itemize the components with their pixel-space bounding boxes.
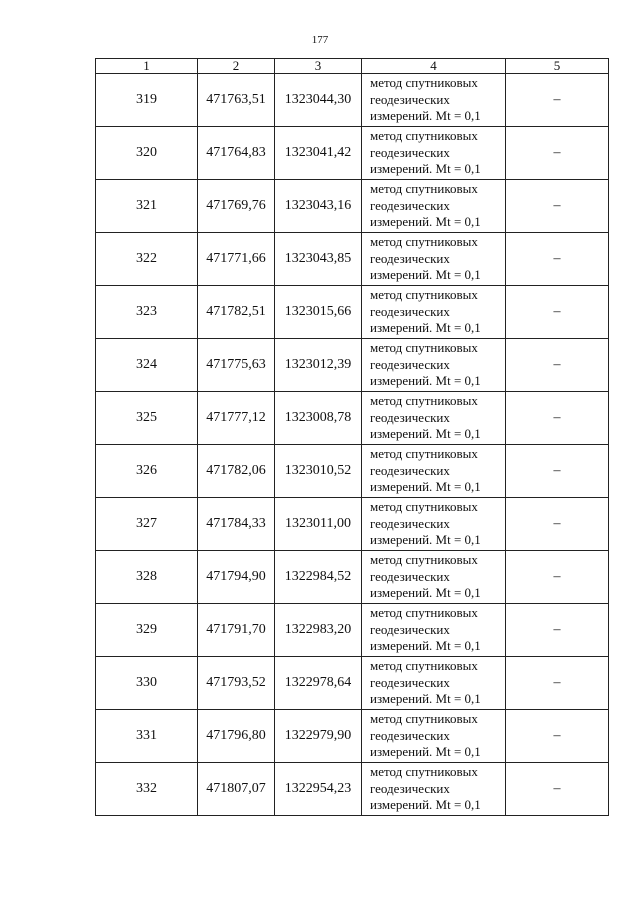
y-coordinate-cell: 1323010,52 [275,445,362,498]
header-row [96,59,609,74]
y-coordinate-cell: 1322983,20 [275,604,362,657]
method-cell [362,710,506,763]
method-cell [362,604,506,657]
point-number-cell: 327 [96,498,198,551]
method-line: измерений. Mt = 0,1 [370,161,481,177]
method-line: метод спутниковых [370,499,478,515]
x-coordinate-cell: 471777,12 [198,392,275,445]
table-row [96,498,609,551]
note-cell: – [506,74,609,127]
x-coordinate-cell: 471782,51 [198,286,275,339]
method-cell [362,551,506,604]
method-line: измерений. Mt = 0,1 [370,691,481,707]
method-line: геодезических [370,462,450,478]
table-row [96,604,609,657]
table-row [96,180,609,233]
table-row [96,286,609,339]
table-row [96,127,609,180]
method-cell [362,657,506,710]
coordinates-table [95,58,609,816]
method-line: геодезических [370,409,450,425]
note-cell: – [506,498,609,551]
y-coordinate-cell: 1323008,78 [275,392,362,445]
method-line: метод спутниковых [370,446,478,462]
method-line: геодезических [370,621,450,637]
x-coordinate-cell: 471775,63 [198,339,275,392]
y-coordinate-cell: 1322954,23 [275,763,362,816]
method-line: геодезических [370,197,450,213]
y-coordinate-cell: 1323041,42 [275,127,362,180]
table-row [96,445,609,498]
method-line: геодезических [370,356,450,372]
table-row [96,763,609,816]
table-row [96,710,609,763]
table-row [96,233,609,286]
method-line: геодезических [370,144,450,160]
method-line: геодезических [370,727,450,743]
x-coordinate-cell: 471784,33 [198,498,275,551]
header-col-3: 3 [275,59,362,74]
x-coordinate-cell: 471769,76 [198,180,275,233]
method-line: измерений. Mt = 0,1 [370,214,481,230]
method-cell [362,127,506,180]
method-line: метод спутниковых [370,340,478,356]
method-line: геодезических [370,780,450,796]
method-line: измерений. Mt = 0,1 [370,585,481,601]
note-cell: – [506,339,609,392]
method-cell [362,445,506,498]
x-coordinate-cell: 471771,66 [198,233,275,286]
table-body [96,74,609,816]
x-coordinate-cell: 471791,70 [198,604,275,657]
y-coordinate-cell: 1323043,16 [275,180,362,233]
note-cell: – [506,763,609,816]
note-cell: – [506,710,609,763]
method-cell [362,74,506,127]
method-line: измерений. Mt = 0,1 [370,108,481,124]
y-coordinate-cell: 1323012,39 [275,339,362,392]
point-number-cell: 328 [96,551,198,604]
method-line: геодезических [370,250,450,266]
method-line: метод спутниковых [370,287,478,303]
note-cell: – [506,551,609,604]
method-line: измерений. Mt = 0,1 [370,797,481,813]
method-line: измерений. Mt = 0,1 [370,373,481,389]
note-cell: – [506,233,609,286]
y-coordinate-cell: 1323011,00 [275,498,362,551]
x-coordinate-cell: 471763,51 [198,74,275,127]
point-number-cell: 332 [96,763,198,816]
method-cell [362,233,506,286]
method-line: геодезических [370,303,450,319]
method-cell [362,392,506,445]
y-coordinate-cell: 1323015,66 [275,286,362,339]
method-line: метод спутниковых [370,764,478,780]
y-coordinate-cell: 1322984,52 [275,551,362,604]
method-line: метод спутниковых [370,605,478,621]
x-coordinate-cell: 471807,07 [198,763,275,816]
method-line: измерений. Mt = 0,1 [370,532,481,548]
table-row [96,392,609,445]
method-cell [362,180,506,233]
note-cell: – [506,286,609,339]
method-cell [362,498,506,551]
table-header [96,59,609,74]
method-line: метод спутниковых [370,552,478,568]
point-number-cell: 319 [96,74,198,127]
x-coordinate-cell: 471782,06 [198,445,275,498]
point-number-cell: 321 [96,180,198,233]
note-cell: – [506,604,609,657]
x-coordinate-cell: 471794,90 [198,551,275,604]
table-row [96,339,609,392]
header-col-1: 1 [96,59,198,74]
note-cell: – [506,445,609,498]
method-line: измерений. Mt = 0,1 [370,267,481,283]
method-line: геодезических [370,91,450,107]
x-coordinate-cell: 471796,80 [198,710,275,763]
point-number-cell: 323 [96,286,198,339]
method-line: измерений. Mt = 0,1 [370,320,481,336]
method-line: геодезических [370,515,450,531]
point-number-cell: 325 [96,392,198,445]
table-row [96,74,609,127]
method-cell [362,339,506,392]
table-row [96,551,609,604]
header-col-5: 5 [506,59,609,74]
method-line: метод спутниковых [370,393,478,409]
point-number-cell: 330 [96,657,198,710]
method-line: измерений. Mt = 0,1 [370,479,481,495]
note-cell: – [506,127,609,180]
note-cell: – [506,392,609,445]
method-line: измерений. Mt = 0,1 [370,638,481,654]
note-cell: – [506,657,609,710]
method-line: метод спутниковых [370,181,478,197]
method-line: метод спутниковых [370,711,478,727]
y-coordinate-cell: 1323044,30 [275,74,362,127]
y-coordinate-cell: 1323043,85 [275,233,362,286]
method-line: метод спутниковых [370,75,478,91]
method-line: метод спутниковых [370,128,478,144]
method-line: метод спутниковых [370,658,478,674]
method-line: измерений. Mt = 0,1 [370,426,481,442]
point-number-cell: 320 [96,127,198,180]
method-cell [362,763,506,816]
point-number-cell: 326 [96,445,198,498]
method-line: метод спутниковых [370,234,478,250]
x-coordinate-cell: 471793,52 [198,657,275,710]
page-number: 177 [311,34,329,46]
point-number-cell: 324 [96,339,198,392]
y-coordinate-cell: 1322978,64 [275,657,362,710]
point-number-cell: 329 [96,604,198,657]
method-cell [362,286,506,339]
y-coordinate-cell: 1322979,90 [275,710,362,763]
x-coordinate-cell: 471764,83 [198,127,275,180]
header-col-2: 2 [198,59,275,74]
table-row [96,657,609,710]
method-line: геодезических [370,674,450,690]
point-number-cell: 322 [96,233,198,286]
point-number-cell: 331 [96,710,198,763]
header-col-4: 4 [362,59,506,74]
note-cell: – [506,180,609,233]
method-line: геодезических [370,568,450,584]
method-line: измерений. Mt = 0,1 [370,744,481,760]
